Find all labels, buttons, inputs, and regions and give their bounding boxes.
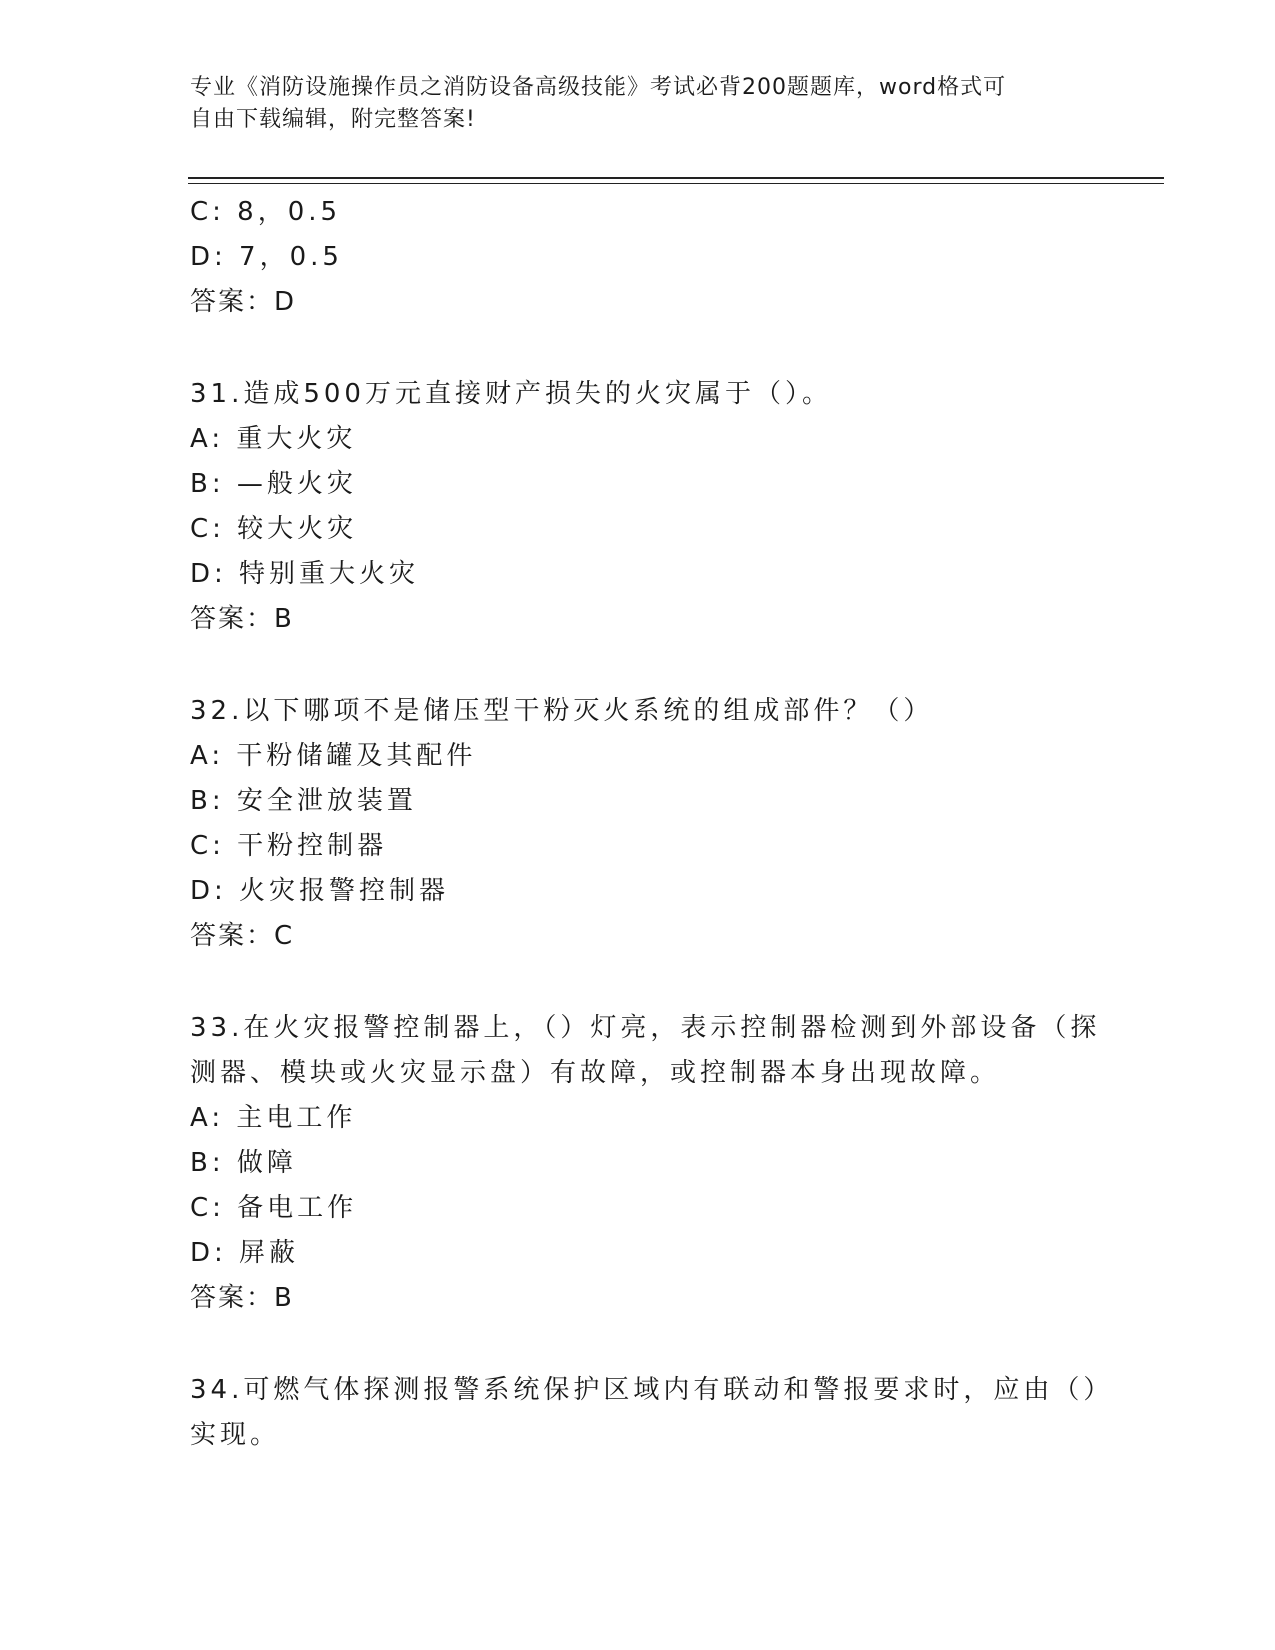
question-block-32 bbox=[190, 689, 1090, 959]
answer-line: 答案：B bbox=[190, 604, 294, 634]
header-line-1: 专业《消防设施操作员之消防设备高级技能》考试必背200题题库，word格式可 bbox=[190, 75, 1007, 100]
header-rule-thin bbox=[188, 183, 1164, 184]
option-b: B: 做障 bbox=[190, 1148, 297, 1178]
option-d: D: 7，0.5 bbox=[190, 242, 343, 272]
header-rule-thick bbox=[188, 177, 1164, 179]
answer-line: 答案：B bbox=[190, 1283, 294, 1313]
page-header bbox=[190, 72, 1070, 136]
option-a: A: 干粉储罐及其配件 bbox=[190, 741, 477, 771]
option-d: D: 屏蔽 bbox=[190, 1238, 300, 1268]
option-c: C: 8，0.5 bbox=[190, 197, 342, 227]
question-text-line-1: 33.在火灾报警控制器上，（）灯亮，表示控制器检测到外部设备（探 bbox=[190, 1013, 1101, 1043]
option-b: B: 安全泄放装置 bbox=[190, 786, 417, 816]
option-d: D: 特别重大火灾 bbox=[190, 559, 420, 589]
option-a: A: 重大火灾 bbox=[190, 424, 357, 454]
question-text-line-1: 34.可燃气体探测报警系统保护区域内有联动和警报要求时，应由（） bbox=[190, 1375, 1114, 1405]
question-text: 31.造成500万元直接财产损失的火灾属于（）。 bbox=[190, 379, 832, 409]
question-text-line-2: 测器、模块或火灾显示盘）有故障，或控制器本身出现故障。 bbox=[190, 1058, 1001, 1088]
question-block-31 bbox=[190, 372, 1090, 642]
option-c: C: 较大火灾 bbox=[190, 514, 358, 544]
option-c: C: 备电工作 bbox=[190, 1193, 358, 1223]
question-content bbox=[190, 190, 1114, 1458]
question-text: 32.以下哪项不是储压型干粉灭火系统的组成部件？（） bbox=[190, 696, 934, 726]
question-block-34 bbox=[190, 1368, 1114, 1458]
answer-line: 答案：D bbox=[190, 287, 297, 317]
header-line-2: 自由下载编辑，附完整答案! bbox=[190, 107, 476, 132]
question-block-30 bbox=[190, 190, 1090, 325]
option-d: D: 火灾报警控制器 bbox=[190, 876, 450, 906]
option-b: B: —般火灾 bbox=[190, 469, 357, 499]
option-a: A: 主电工作 bbox=[190, 1103, 357, 1133]
question-text-line-2: 实现。 bbox=[190, 1420, 281, 1450]
question-block-33 bbox=[190, 1006, 1101, 1321]
answer-line: 答案：C bbox=[190, 921, 295, 951]
option-c: C: 干粉控制器 bbox=[190, 831, 388, 861]
